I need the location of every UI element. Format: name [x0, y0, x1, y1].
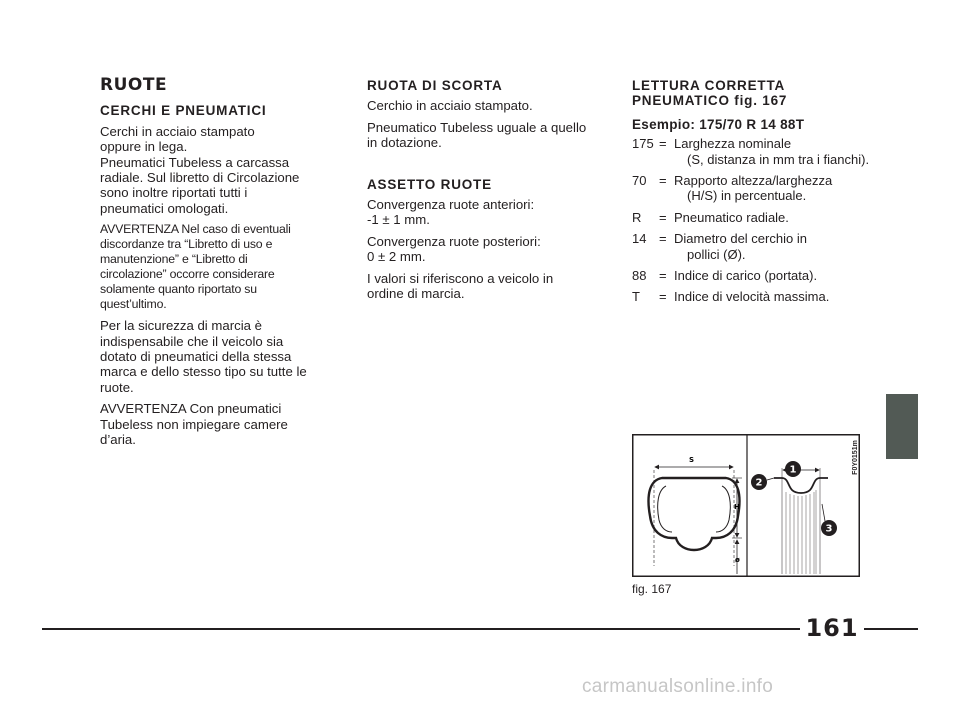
list-item — [632, 173, 894, 204]
legend-equals: = — [659, 173, 667, 189]
tyre-inner-wall — [716, 486, 730, 532]
text-line: PNEUMATICO fig. 167 — [632, 93, 788, 109]
legend-key: 14 — [632, 231, 647, 247]
text-line: Convergenza ruote anteriori: — [367, 197, 535, 213]
paragraph-rims-tyres — [100, 124, 332, 216]
rim-hatching — [786, 490, 816, 574]
text-line: d’aria. — [100, 432, 136, 448]
text-line: Rapporto altezza/larghezza — [674, 173, 833, 189]
tyre-diagram — [632, 434, 860, 577]
list-item — [632, 289, 894, 304]
paragraph-alignment-note — [367, 271, 605, 302]
paragraph-spare-rim: Cerchio in acciaio stampato. — [367, 98, 533, 114]
list-item — [632, 231, 894, 262]
watermark: carmanualsonline.info — [582, 676, 774, 697]
figure-caption: fig. 167 — [632, 582, 672, 596]
legend-value — [674, 268, 894, 283]
legend-key: 70 — [632, 173, 647, 189]
paragraph-front-toe — [367, 197, 605, 228]
text-line: AVVERTENZA Con pneumatici — [100, 401, 282, 417]
text-line: circolazione” occorre considerare — [100, 267, 275, 282]
text-line: Convergenza ruote posteriori: — [367, 233, 541, 249]
label-h: H — [734, 503, 740, 511]
legend-key: T — [632, 289, 640, 305]
subtitle-lettura-pneumatico — [632, 78, 894, 109]
text-line: manutenzione” e “Libretto di — [100, 252, 248, 267]
legend-equals: = — [659, 289, 667, 305]
text-line: Pneumatico Tubeless uguale a quello — [367, 119, 587, 135]
legend-value — [674, 231, 894, 262]
tyre-code-legend — [632, 136, 894, 305]
text-line: marca e dello stesso tipo su tutte le — [100, 364, 307, 380]
subtitle-ruota-di-scorta: RUOTA DI SCORTA — [367, 78, 503, 93]
list-item — [632, 210, 894, 225]
legend-key: R — [632, 209, 642, 225]
figure-code — [851, 432, 874, 492]
column-wheels — [100, 75, 332, 454]
column-spare-alignment — [367, 78, 605, 307]
paragraph-rear-toe — [367, 234, 605, 265]
legend-value — [674, 210, 894, 225]
text-line: (H/S) in percentuale. — [687, 188, 807, 204]
text-line: LETTURA CORRETTA — [632, 78, 786, 93]
tyre-inner-wall — [658, 486, 672, 532]
text-line: dotato di pneumatici della stessa — [100, 349, 292, 365]
text-line: Indice di carico (portata). — [674, 268, 818, 284]
callout-leader — [822, 504, 825, 521]
figure-code-text: F0Y0151m — [851, 440, 859, 475]
text-line: Pneumatico radiale. — [674, 209, 789, 225]
page-number: 161 — [800, 612, 864, 644]
text-line: Larghezza nominale — [674, 136, 792, 152]
text-line: -1 ± 1 mm. — [367, 212, 430, 228]
legend-equals: = — [659, 136, 667, 152]
text-line: I valori si riferiscono a veicolo in — [367, 270, 554, 286]
list-item — [632, 136, 894, 167]
figure-frame — [633, 435, 860, 577]
callout-leader — [767, 478, 774, 480]
text-line: pollici (Ø). — [687, 246, 746, 262]
text-line: Diametro del cerchio in — [674, 231, 807, 247]
legend-equals: = — [659, 231, 667, 247]
subtitle-cerchi-pneumatici: CERCHI E PNEUMATICI — [100, 103, 267, 119]
list-item — [632, 268, 894, 283]
text-line: AVVERTENZA Nel caso di eventuali — [100, 222, 291, 237]
text-line: pneumatici omologati. — [100, 200, 229, 216]
legend-equals: = — [659, 209, 667, 225]
warning-documents — [100, 222, 332, 312]
text-line: 0 ± 2 mm. — [367, 249, 426, 265]
text-line: Cerchi in acciaio stampato — [100, 123, 255, 139]
tyre-example-code: Esempio: 175/70 R 14 88T — [632, 116, 805, 132]
paragraph-safety — [100, 318, 332, 395]
callout-number: 3 — [825, 523, 833, 535]
chapter-tab-marker — [886, 394, 918, 459]
legend-value — [674, 173, 894, 204]
text-line: radiale. Sul libretto di Circolazione — [100, 170, 300, 186]
text-line: (S, distanza in mm tra i fianchi). — [687, 151, 870, 167]
paragraph-spare-tyre — [367, 120, 605, 151]
text-line: indispensabile che il veicolo sia — [100, 333, 284, 349]
text-line: sono inoltre riportati tutti i — [100, 185, 248, 201]
text-line: ordine di marcia. — [367, 286, 465, 302]
subtitle-assetto-ruote: ASSETTO RUOTE — [367, 176, 492, 192]
legend-value — [674, 136, 894, 167]
label-s: S — [689, 456, 695, 464]
text-line: in dotazione. — [367, 135, 442, 151]
text-line: oppure in lega. — [100, 139, 188, 155]
legend-value — [674, 289, 894, 304]
text-line: ruote. — [100, 379, 134, 395]
label-diameter: ø — [735, 556, 740, 564]
legend-key: 88 — [632, 268, 647, 284]
text-line: Pneumatici Tubeless a carcassa — [100, 154, 290, 170]
text-line: Per la sicurezza di marcia è — [100, 318, 262, 334]
column-tyre-reading — [632, 78, 894, 311]
footer-rule — [42, 628, 918, 630]
tyre-diagram-figure — [632, 434, 860, 577]
text-line: solamente quanto riportato su — [100, 282, 257, 297]
warning-tubeless — [100, 401, 332, 447]
section-title-ruote: RUOTE — [100, 75, 168, 95]
legend-key: 175 — [632, 136, 654, 152]
callout-number: 2 — [755, 477, 763, 489]
text-line: Tubeless non impiegare camere — [100, 416, 288, 432]
legend-equals: = — [659, 268, 667, 284]
text-line: discordanze tra “Libretto di uso e — [100, 237, 273, 252]
text-line: Indice di velocità massima. — [674, 289, 830, 305]
callout-number: 1 — [789, 464, 797, 476]
text-line: quest’ultimo. — [100, 297, 167, 312]
